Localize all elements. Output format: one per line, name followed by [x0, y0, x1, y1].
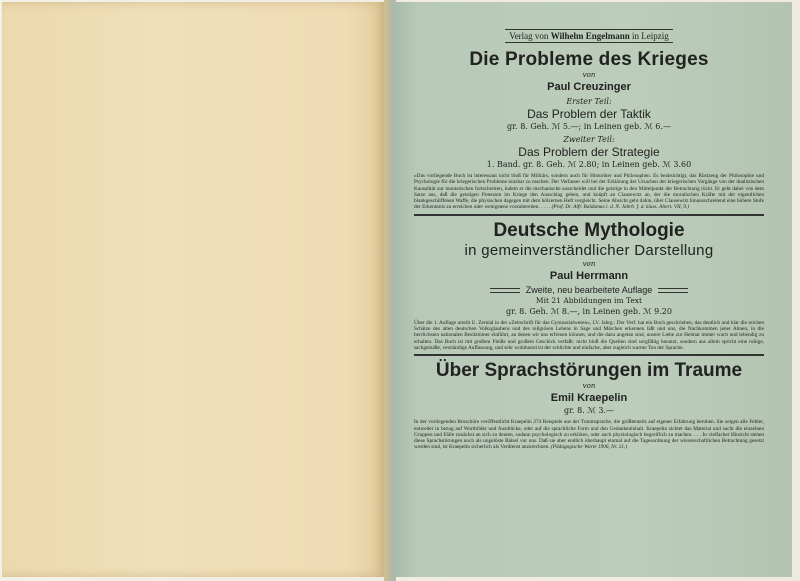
book-3-review: [414, 419, 764, 450]
book-1-review-source: (Prof. Dr. Alfr. Baldamus i. d. N. Jahrb. f. d. klass. Altert. VII, 9.): [551, 204, 689, 211]
book-1-review-text: »Das vorliegende Buch ist interessant nicht bloß für Militärs, sondern auch für Historiker und Philosophen. Es beabsichtigt, das Rüstzeug der Philosophie und Psychologie für die kriegerischen Probleme nutzbar zu machen. Der Verfasser will bei der Erklärung der Ursachen der kriegerischen Vorgänge von der dualistischen Kausalität zur monistischen fortschreiten, indem er die mechanische ausscheidet und die geistige in den Mittelpunkt der Betrachtung rückt. Er geht dabei von dem Satze aus, daß die geistigen Potenzen im Kriege den Ausschlag geben, und knüpft an Clausewitz an, der die moralischen Kräfte mit der eigentlichen blankgeschliffenen Waffe, die physischen dagegen mit dem hölzernen Heft vergleicht. Seine Absicht geht dahin, über Clausewitz hinausschreitend eine höhere Stufe der Erkenntnis zu erreichen oder wenigstens vorzubereiten. . . . .: [414, 173, 764, 211]
book-2-von: von: [582, 259, 596, 268]
book-2: [414, 220, 764, 351]
blank-left-page: [2, 2, 386, 577]
book-2-edition-line: [414, 285, 764, 296]
book-3: [414, 360, 764, 450]
book-1-title: Die Probleme des Krieges: [469, 49, 709, 70]
book-2-illustrations: Mit 21 Abbildungen im Text: [535, 295, 643, 305]
book-2-title: Deutsche Mythologie: [493, 219, 685, 241]
book-1-part1-price: gr. 8. Geh. ℳ 5.—; in Leinen geb. ℳ 6.—: [507, 122, 671, 131]
book-1-author: Paul Creuzinger: [547, 81, 631, 93]
section-divider-2: [414, 354, 764, 356]
book-3-von: von: [582, 382, 596, 391]
book-3-title: Über Sprachstörungen im Traume: [435, 360, 743, 382]
publisher-line: [505, 29, 673, 43]
book-3-review-text: In der vorliegenden Broschüre veröffentlicht Kraepelin 274 Beispiele aus der Traumsprache, die größtenteils auf eigener Erfahrung beruhen. Sie zeigen alle Fehler, entweder in bezug auf Wortbilder und Ausdrücke, oder auf die sprachliche Form und den Gedankeninhalt. Kraepelin sichtet das Material und sucht die einzelnen Gruppen und Fälle zunächst an sich zu deuten, sodann psychologisch zu erklären, oder auch physiologisch begreiflich zu machen. . . . In vielfacher Hinsicht stehen diese Sprachstörungen noch als ungelöste Rätsel vor uns. Daß sie aber endlich überhaupt einmal auf die Tagesordnung der wissenschaftlichen Betrachtung gesetzt worden sind, ist Kraepelin sicherlich als Verdienst anzurechnen.: [414, 419, 764, 451]
book-1-part1-title: Das Problem der Taktik: [527, 107, 651, 121]
edition-ornament-right: [658, 288, 688, 293]
section-divider-1: [414, 214, 764, 216]
edition-ornament-left: [490, 288, 520, 293]
book-2-author: Paul Herrmann: [549, 269, 629, 282]
book-2-subtitle: in gemeinverständlicher Darstellung: [464, 241, 714, 259]
page-content: [414, 24, 764, 451]
publisher-suffix: in Leipzig: [632, 31, 669, 41]
advertisement-page: [394, 2, 792, 577]
book-1-part2-label: Zweiter Teil:: [563, 135, 615, 144]
book-1-review: [414, 173, 764, 211]
book-1-von: von: [582, 71, 596, 79]
book-2-review: Über die 1. Auflage urteilt U. Zernial in der »Zeitschrift für das Gymnasialwesen«, LV. Jahrg.: Der Verf. hat ein Buch geschrieben, das deutlich und klar die reichen Schätze des alten deutschen Volksglaubens und des religiösen Lebens in Sage und Märchen erkennen läßt und uns, die Nachkommen jener Ahnen, in die herrlichsten nationalen Besitztümer einführt, an denen wir uns erfreuen können, und die dazu angetan sind, unsere Liebe zur Heimat immer wach und lebendig zu erhalten. Das Buch ist mit großem Fleiße und großem Geschick verfaßt: nicht bloß die Quellen sind sorgfältig benutzt, sondern aus allem spricht eine ruhige, sachgemäße, verständige Auffassung, und sehr wohltuend ist der schlichte und einfache, aber zugleich warme Ton der Sprache.: [414, 319, 764, 351]
publisher-name: Wilhelm Engelmann: [550, 31, 630, 41]
book-3-price: gr. 8. ℳ 3.—: [563, 406, 615, 416]
book-3-author: Emil Kraepelin: [550, 392, 628, 405]
publisher-prefix: Verlag von: [509, 31, 549, 41]
book-3-review-source: (Pädagogische Warte 1906, Nr. 21.): [551, 444, 628, 451]
book-1-part2-title: Das Problem der Strategie: [518, 145, 660, 159]
book-1-part2-price: 1. Band. gr. 8. Geh. ℳ 2.80; in Leinen geb. ℳ 3.60: [486, 160, 692, 169]
book-1-part1-label: Erster Teil:: [566, 97, 612, 106]
book-1: [414, 49, 764, 211]
book-2-edition: Zweite, neu bearbeitete Auflage: [525, 284, 653, 295]
book-2-price: gr. 8. Geh. ℳ 8.—, in Leinen geb. ℳ 9.20: [506, 306, 672, 316]
